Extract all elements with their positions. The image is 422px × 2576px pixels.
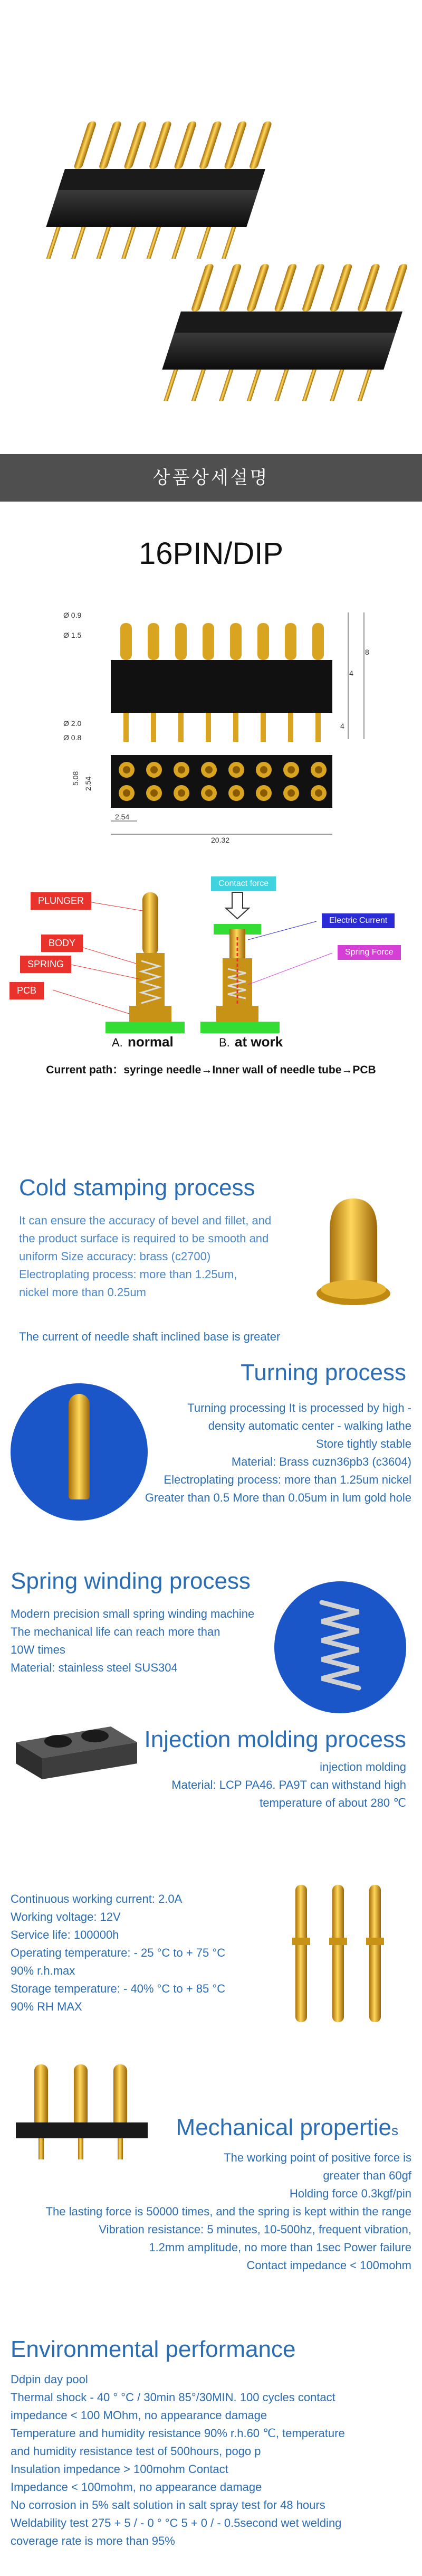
text-line: and humidity resistance test of 500hours, pogo p <box>11 2445 261 2458</box>
text-line: Electroplating process: more than 1.25um, <box>19 1268 237 1281</box>
caption-b-text: at work <box>235 1034 283 1050</box>
dim-label: 8 <box>365 648 369 656</box>
pin-hole-center <box>205 766 213 773</box>
ratings-text <box>11 1890 274 2016</box>
pin-hole-center <box>315 789 322 797</box>
pin <box>218 264 242 312</box>
label-electric-current: Electric Current <box>322 913 395 928</box>
pin-tail <box>330 370 344 401</box>
pin <box>174 121 197 169</box>
pin <box>73 121 97 169</box>
pin <box>34 2064 48 2128</box>
plunger-photo <box>301 1188 406 1309</box>
pin-tail <box>147 227 161 259</box>
pin-tail <box>123 713 129 742</box>
environment-text <box>11 2371 411 2550</box>
pin-hole-center <box>178 789 185 797</box>
injection-title: Injection molding process <box>144 1726 406 1752</box>
pin-at-work <box>214 892 261 1022</box>
text-line: Impedance < 100mohm, no appearance damage <box>11 2480 262 2494</box>
text-line: Material: stainless steel SUS304 <box>11 1661 178 1674</box>
pin-hole-center <box>150 766 158 773</box>
text-line: The lasting force is 50000 times, and the spring is kept within the range <box>45 2205 411 2218</box>
pin-strip-photo <box>5 2049 164 2165</box>
mechanical-title-main: Mechanical propertie <box>176 2115 391 2140</box>
cold-stamping-footer: The current of needle shaft inclined base is greater <box>19 1330 281 1343</box>
pin-tail <box>206 713 211 742</box>
pin <box>198 121 222 169</box>
header-body-side <box>111 660 332 713</box>
pin <box>332 1885 344 2022</box>
dim-label: Ø 2.0 <box>63 719 82 728</box>
text-line: Modern precision small spring winding machine <box>11 1607 255 1620</box>
pin-tail <box>274 370 289 401</box>
pin <box>295 1885 307 2022</box>
text-line: impedance < 100 MOhm, no appearance damage <box>11 2409 267 2422</box>
label-spring: SPRING <box>20 956 71 973</box>
pin <box>357 264 380 312</box>
spring-winding-text <box>11 1605 264 1677</box>
pin <box>257 623 269 660</box>
turning-title: Turning process <box>241 1360 406 1385</box>
text-line: Material: LCP PA46. PA9T can withstand high <box>171 1778 406 1791</box>
label-spring-force: Spring Force <box>338 945 401 960</box>
text-line: temperature of about 280 ℃ <box>260 1796 406 1809</box>
pin <box>74 2064 88 2128</box>
pin-hole-center <box>205 789 213 797</box>
dim-label: Ø 1.5 <box>63 631 82 639</box>
label-plunger: PLUNGER <box>31 892 91 910</box>
pin <box>285 623 296 660</box>
product-photo <box>0 0 422 449</box>
pin <box>274 264 298 312</box>
cold-stamping-text <box>19 1212 314 1301</box>
pin <box>369 1885 381 2022</box>
text-line: No corrosion in 5% salt solution in salt spray test for 48 hours <box>11 2498 325 2512</box>
dim-label: 2.54 <box>84 776 92 791</box>
turning-text <box>127 1399 411 1507</box>
insulator-photo <box>5 1705 142 1785</box>
pin <box>113 2064 127 2128</box>
pin-collar <box>292 1938 310 1945</box>
text-line: Insulation impedance > 100mohm Contact <box>11 2462 228 2476</box>
pin-hole-center <box>123 766 130 773</box>
pin <box>312 623 324 660</box>
pin-tail <box>315 713 321 742</box>
dim-label: 4 <box>349 669 353 677</box>
text-line: Temperature and humidity resistance 90% r.h.60 ℃, temperature <box>11 2427 345 2440</box>
pin <box>120 623 132 660</box>
pin-hole-center <box>178 766 185 773</box>
pin <box>148 121 172 169</box>
pin <box>385 264 408 312</box>
pin-hole-center <box>233 766 240 773</box>
pin-tail <box>358 370 372 401</box>
text-line: The working point of positive force is <box>224 2151 411 2164</box>
pin-tail <box>151 713 156 742</box>
text-line: greater than 60gf <box>323 2169 411 2182</box>
text-line: 1.2mm amplitude, no more than 1sec Power failure <box>149 2241 411 2254</box>
text-line: Ddpin day pool <box>11 2373 88 2386</box>
dim-label: 4 <box>340 722 344 730</box>
pin-tail <box>97 227 111 259</box>
text-line: Vibration resistance: 5 minutes, 10-500hz, frequent vibration, <box>99 2223 411 2236</box>
pin-normal <box>129 892 171 1022</box>
pin-header-upper <box>36 121 281 259</box>
label-pcb: PCB <box>9 982 44 999</box>
mechanical-text <box>11 2149 411 2275</box>
header-body-top <box>111 755 332 808</box>
pcb-bar-b <box>200 1022 280 1033</box>
pin-hole-center <box>287 789 295 797</box>
pin-hole-center <box>123 789 130 797</box>
pin-tail <box>121 227 136 259</box>
pin <box>190 264 214 312</box>
text-line: coverage rate is more than 95% <box>11 2534 175 2547</box>
text-line: Weldability test 275 + 5 / - 0 ° °C 5 + 0 / - 0.5second wet welding <box>11 2516 342 2530</box>
text-line: Working voltage: 12V <box>11 1910 121 1923</box>
text-line: Continuous working current: 2.0A <box>11 1892 183 1905</box>
pogo-pins-photo <box>274 1874 406 2033</box>
text-line: uniform Size accuracy: brass (c2700) <box>19 1250 211 1263</box>
pin <box>98 121 122 169</box>
text-line: Service life: 100000h <box>11 1928 119 1941</box>
technical-drawing <box>53 602 380 845</box>
text-line: Storage temperature: - 40% °C to + 85 °C <box>11 1982 226 1995</box>
text-line: The mechanical life can reach more than <box>11 1625 220 1638</box>
pin-hole-center <box>233 789 240 797</box>
caption-b-letter: B. <box>219 1036 230 1049</box>
cold-stamping-title: Cold stamping process <box>19 1175 255 1201</box>
caption-a-letter: A. <box>112 1036 123 1049</box>
current-path-text: Current path：syringe needle→Inner wall of needle tube→PCB <box>46 1064 376 1076</box>
pin-collar <box>329 1938 347 1945</box>
pin-tail <box>233 713 238 742</box>
pin-tail <box>288 713 293 742</box>
pin <box>123 121 147 169</box>
text-line: Thermal shock - 40 ° °C / 30min 85°/30MIN. 100 cycles contact <box>11 2391 335 2404</box>
text-line: nickel more than 0.25um <box>19 1286 146 1299</box>
environment-title: Environmental performance <box>11 2336 296 2362</box>
dim-label: 20.32 <box>211 836 230 844</box>
text-line: 90% RH MAX <box>11 2000 82 2013</box>
pin <box>148 623 159 660</box>
text-line: Material: Brass cuzn36pb3 (c3604) <box>231 1455 411 1468</box>
label-body: BODY <box>41 935 83 952</box>
pin-tail <box>164 370 178 401</box>
pin-header-lower <box>152 264 418 401</box>
pin-tail <box>171 227 186 259</box>
text-line: Electroplating process: more than 1.25um nickel <box>164 1473 411 1486</box>
pin <box>175 623 187 660</box>
text-line: Holding force 0.3kgf/pin <box>289 2187 411 2200</box>
pin <box>203 623 214 660</box>
pin-hole-center <box>260 789 267 797</box>
mechanical-title-suffix: s <box>391 2122 398 2138</box>
pcb-bar-a <box>106 1022 185 1033</box>
injection-text <box>142 1758 406 1812</box>
pin <box>329 264 353 312</box>
spec-title: 16PIN/DIP <box>139 536 283 571</box>
text-line: the product surface is required to be smooth and <box>19 1232 269 1245</box>
text-line: Greater than 0.5 More than 0.05um in lum gold hole <box>145 1491 411 1504</box>
section-banner: 상품상세설명 <box>0 454 422 502</box>
text-line: 10W times <box>11 1643 65 1656</box>
pin-tail <box>302 370 316 401</box>
caption-a-text: normal <box>128 1034 174 1050</box>
pin-tail <box>219 370 233 401</box>
text-line: Contact impedance < 100mohm <box>246 2259 411 2272</box>
text-line: Operating temperature: - 25 °C to + 75 °C <box>11 1946 226 1959</box>
pin <box>301 264 325 312</box>
pin-hole-center <box>287 766 295 773</box>
dim-label: 2.54 <box>115 813 130 821</box>
text-line: injection molding <box>320 1760 406 1773</box>
pin-tail <box>197 227 211 259</box>
pin <box>248 121 272 169</box>
pin-tail <box>191 370 206 401</box>
text-line: density automatic center - walking lathe <box>208 1419 411 1432</box>
pin-collar <box>366 1938 384 1945</box>
text-line: 90% r.h.max <box>11 1964 75 1977</box>
pin-hole-center <box>260 766 267 773</box>
pin-tail <box>247 370 261 401</box>
pin-tail <box>71 227 85 259</box>
text-line: Store tightly stable <box>316 1437 411 1450</box>
text-line: Turning processing It is processed by high - <box>187 1401 411 1414</box>
label-contact-force: Contact force <box>211 876 276 891</box>
dim-label: Ø 0.8 <box>63 733 82 742</box>
pin-tail <box>222 227 236 259</box>
pin <box>224 121 247 169</box>
spring-winding-title: Spring winding process <box>11 1568 251 1594</box>
pin-hole-center <box>150 789 158 797</box>
dim-label: Ø 0.9 <box>63 611 82 619</box>
pin-tail <box>46 227 61 259</box>
dim-label: 5.08 <box>71 771 80 786</box>
text-line: It can ensure the accuracy of bevel and fillet, and <box>19 1214 272 1227</box>
pin-tail <box>261 713 266 742</box>
pin-tail <box>178 713 184 742</box>
mechanical-title <box>158 2115 398 2141</box>
pin <box>246 264 270 312</box>
spring-photo <box>274 1581 406 1713</box>
pin-hole-center <box>315 766 322 773</box>
pin <box>230 623 242 660</box>
